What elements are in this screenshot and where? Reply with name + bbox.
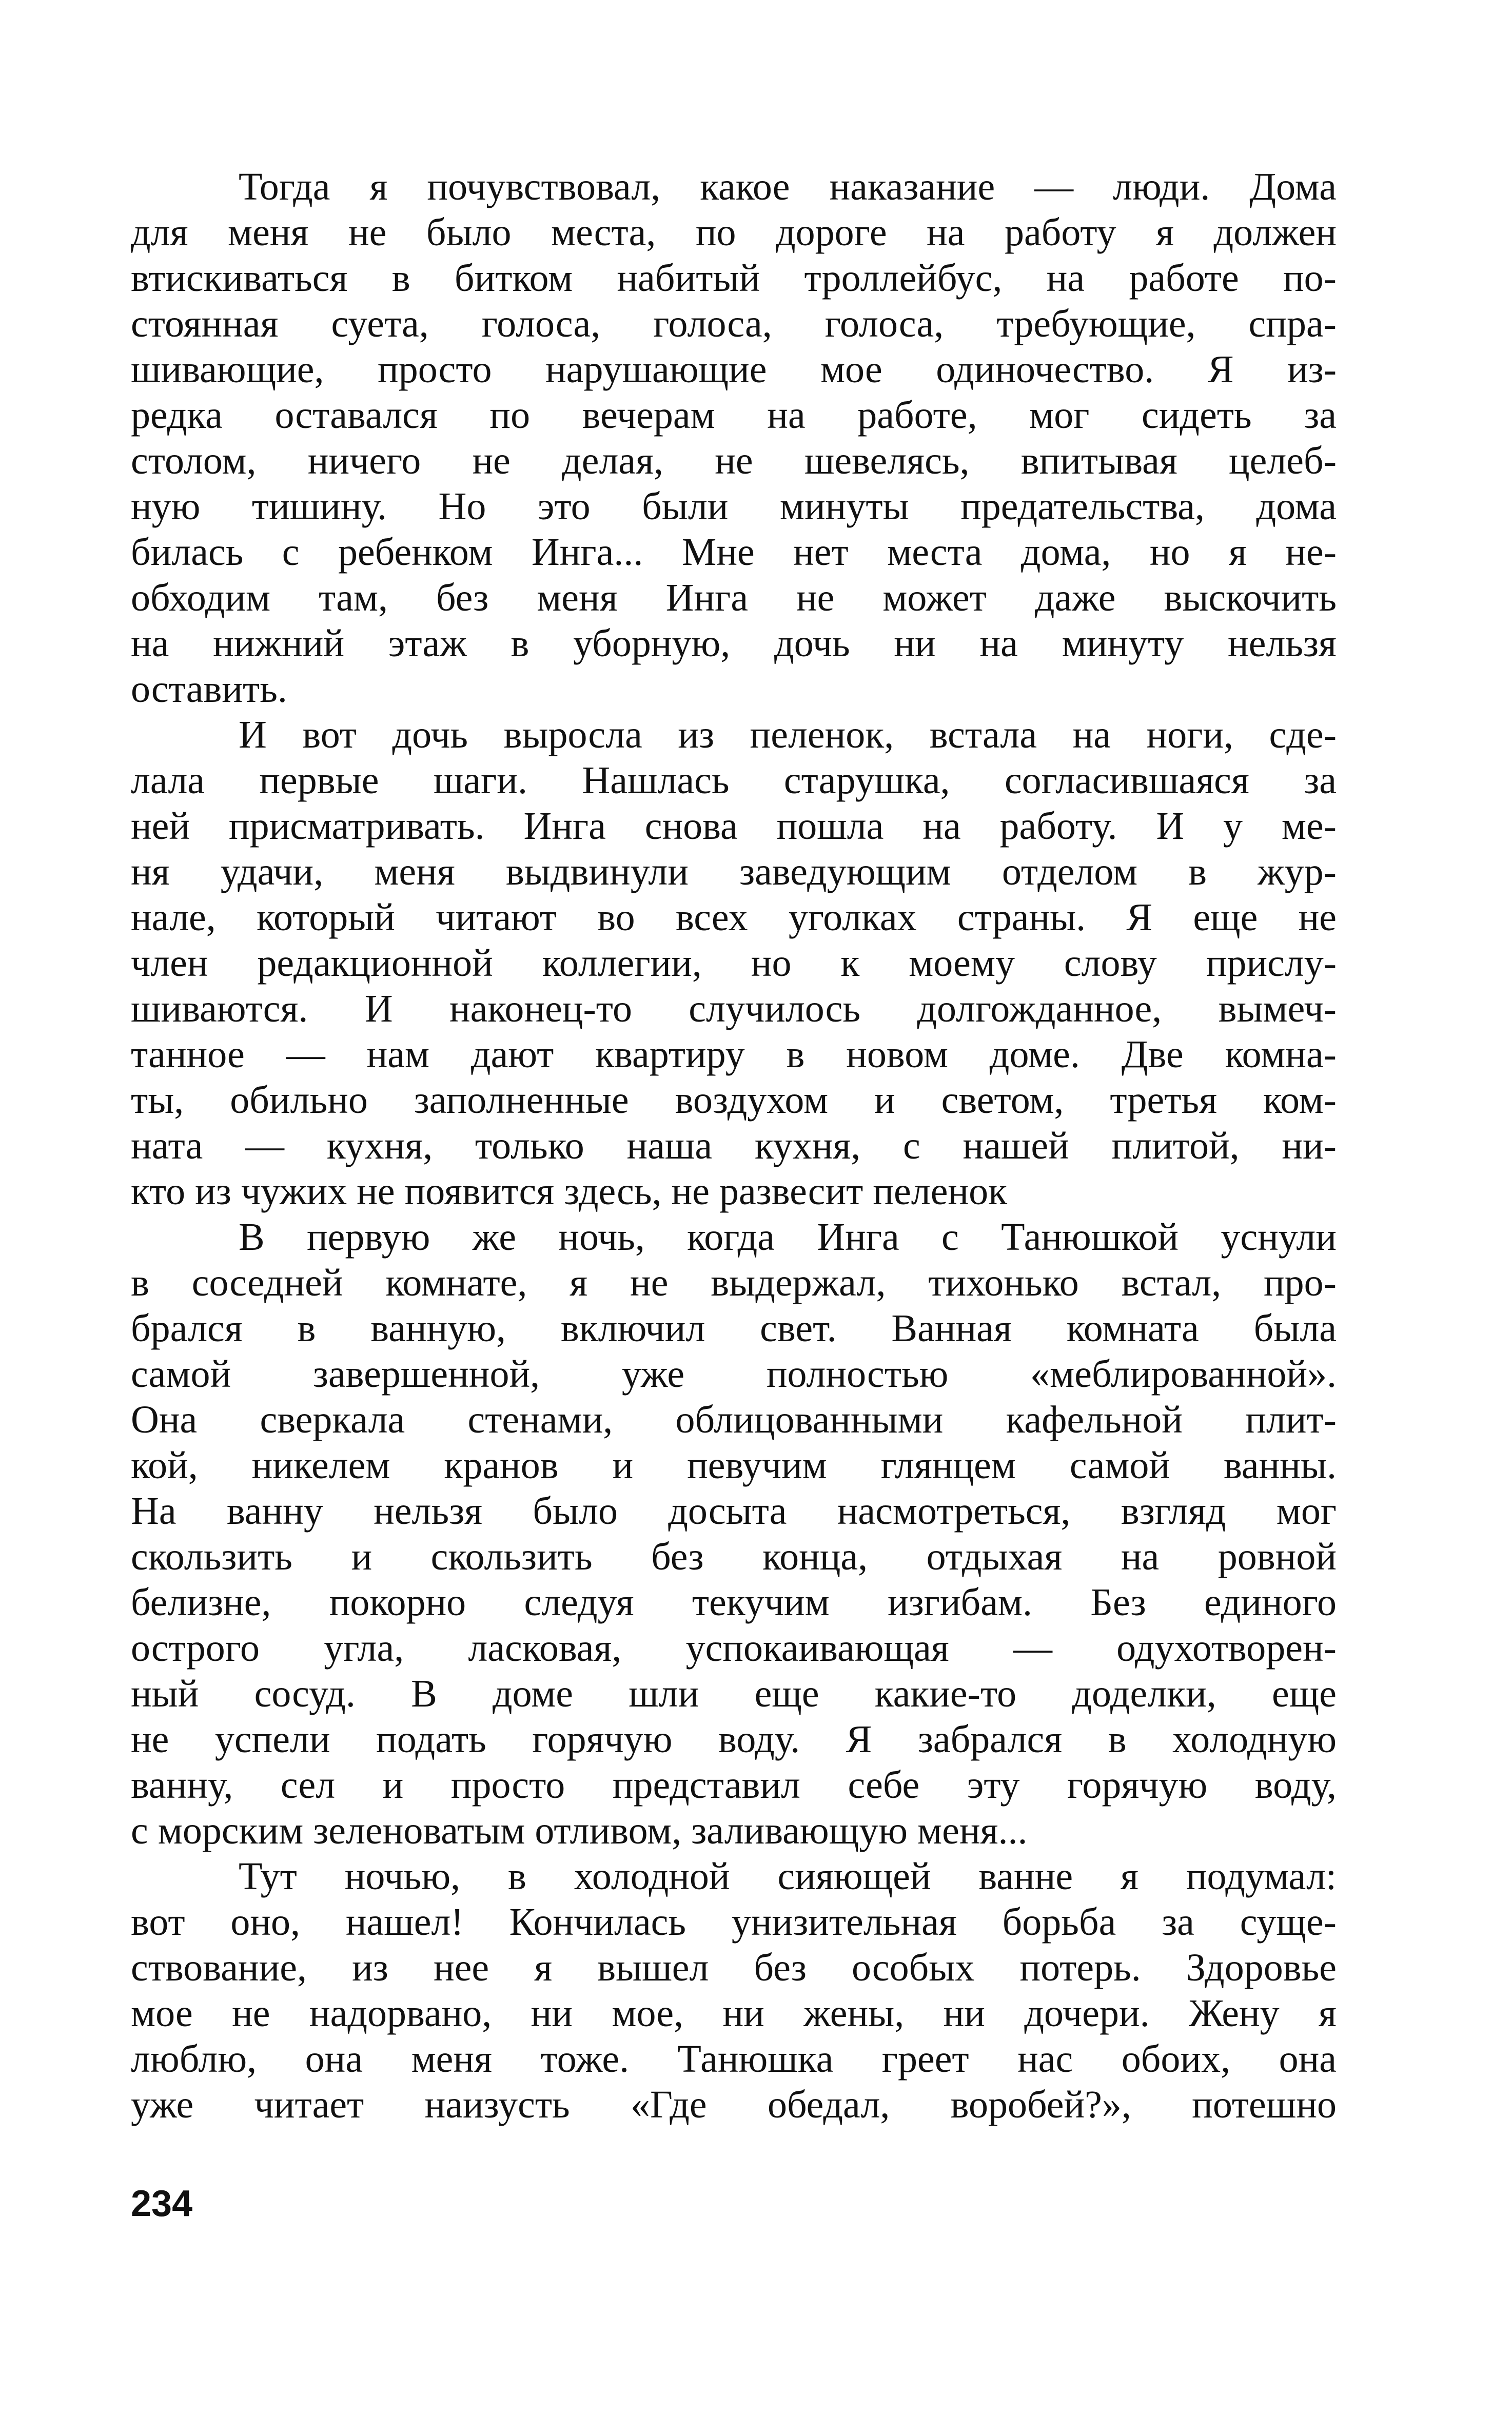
text-line: кто из чужих не появится здесь, не развесит пеленок [131,1170,1008,1213]
text-line: нале, который читают во всех уголках страны. Я еще не [131,896,1337,939]
text-line: билась с ребенком Инга... Мне нет места дома, но я не- [131,531,1337,574]
text-line: острого угла, ласковая, успокаивающая — одухотворен- [131,1626,1337,1670]
text-line: шивающие, просто нарушающие мое одиночество. Я из- [131,348,1337,391]
text-line: белизне, покорно следуя текучим изгибам. Без единого [131,1581,1337,1624]
text-line: брался в ванную, включил свет. Ванная комната была [131,1307,1337,1350]
paragraph [131,1854,1337,2128]
text-line: На ванну нельзя было досыта насмотреться, взгляд мог [131,1489,1337,1533]
text-line: стоянная суета, голоса, голоса, голоса, требующие, спра- [131,302,1337,345]
text-line: член редакционной коллегии, но к моему слову прислу- [131,942,1337,985]
text-line: вот оно, нашел! Кончилась унизительная борьба за суще- [131,1900,1337,1944]
page-number: 234 [131,2183,193,2224]
text-line: В первую же ночь, когда Инга с Танюшкой уснули [239,1215,1337,1259]
text-line: танное — нам дают квартиру в новом доме. Две комна- [131,1033,1337,1076]
text-line: не успели подать горячую воду. Я забрался в холодную [131,1718,1337,1761]
text-line: люблю, она меня тоже. Танюшка греет нас обоих, она [131,2037,1337,2081]
text-line: кой, никелем кранов и певучим глянцем самой ванны. [131,1444,1337,1487]
text-line: ствование, из нее я вышел без особых потерь. Здоровье [131,1946,1337,1989]
text-line: ты, обильно заполненные воздухом и светом, третья ком- [131,1078,1337,1122]
text-line: ната — кухня, только наша кухня, с нашей плитой, ни- [131,1124,1337,1167]
text-line: И вот дочь выросла из пеленок, встала на ноги, сде- [239,713,1337,756]
text-line: для меня не было места, по дороге на работу я должен [131,211,1337,254]
text-line: уже читает наизусть «Где обедал, воробей?», потешно [131,2083,1337,2126]
text-line: на нижний этаж в уборную, дочь ни на минуту нельзя [131,622,1337,665]
text-line: Тогда я почувствовал, какое наказание — люди. Дома [239,165,1337,208]
text-line: ную тишину. Но это были минуты предательства, дома [131,485,1337,528]
text-line: столом, ничего не делая, не шевелясь, впитывая целеб- [131,439,1337,482]
text-line: ванну, сел и просто представил себе эту горячую воду, [131,1763,1337,1807]
text-line: Тут ночью, в холодной сияющей ванне я подумал: [239,1855,1337,1898]
text-line: ней присматривать. Инга снова пошла на работу. И у ме- [131,805,1337,848]
text-line: втискиваться в битком набитый троллейбус, на работе по- [131,257,1337,300]
text-line: лала первые шаги. Нашлась старушка, согласившаяся за [131,759,1337,802]
text-line: с морским зеленоватым отливом, заливающую меня... [131,1809,1028,1852]
text-line: в соседней комнате, я не выдержал, тихонько встал, про- [131,1261,1337,1304]
paragraph [131,1214,1337,1854]
text-line: обходим там, без меня Инга не может даже выскочить [131,576,1337,619]
text-line: Она сверкала стенами, облицованными кафельной плит- [131,1398,1337,1441]
text-line: редка оставался по вечерам на работе, мог сидеть за [131,394,1337,437]
text-line: мое не надорвано, ни мое, ни жены, ни дочери. Жену я [131,1992,1337,2035]
text-line: скользить и скользить без конца, отдыхая на ровной [131,1535,1337,1578]
text-line: ня удачи, меня выдвинули заведующим отделом в жур- [131,850,1337,893]
text-line: самой завершенной, уже полностью «меблированной». [131,1352,1337,1396]
body-text [131,164,1337,2128]
text-line: шиваются. И наконец-то случилось долгожданное, вымеч- [131,987,1337,1030]
text-line: оставить. [131,668,287,711]
paragraph [131,164,1337,712]
text-line: ный сосуд. В доме шли еще какие-то доделки, еще [131,1672,1337,1715]
paragraph [131,712,1337,1214]
